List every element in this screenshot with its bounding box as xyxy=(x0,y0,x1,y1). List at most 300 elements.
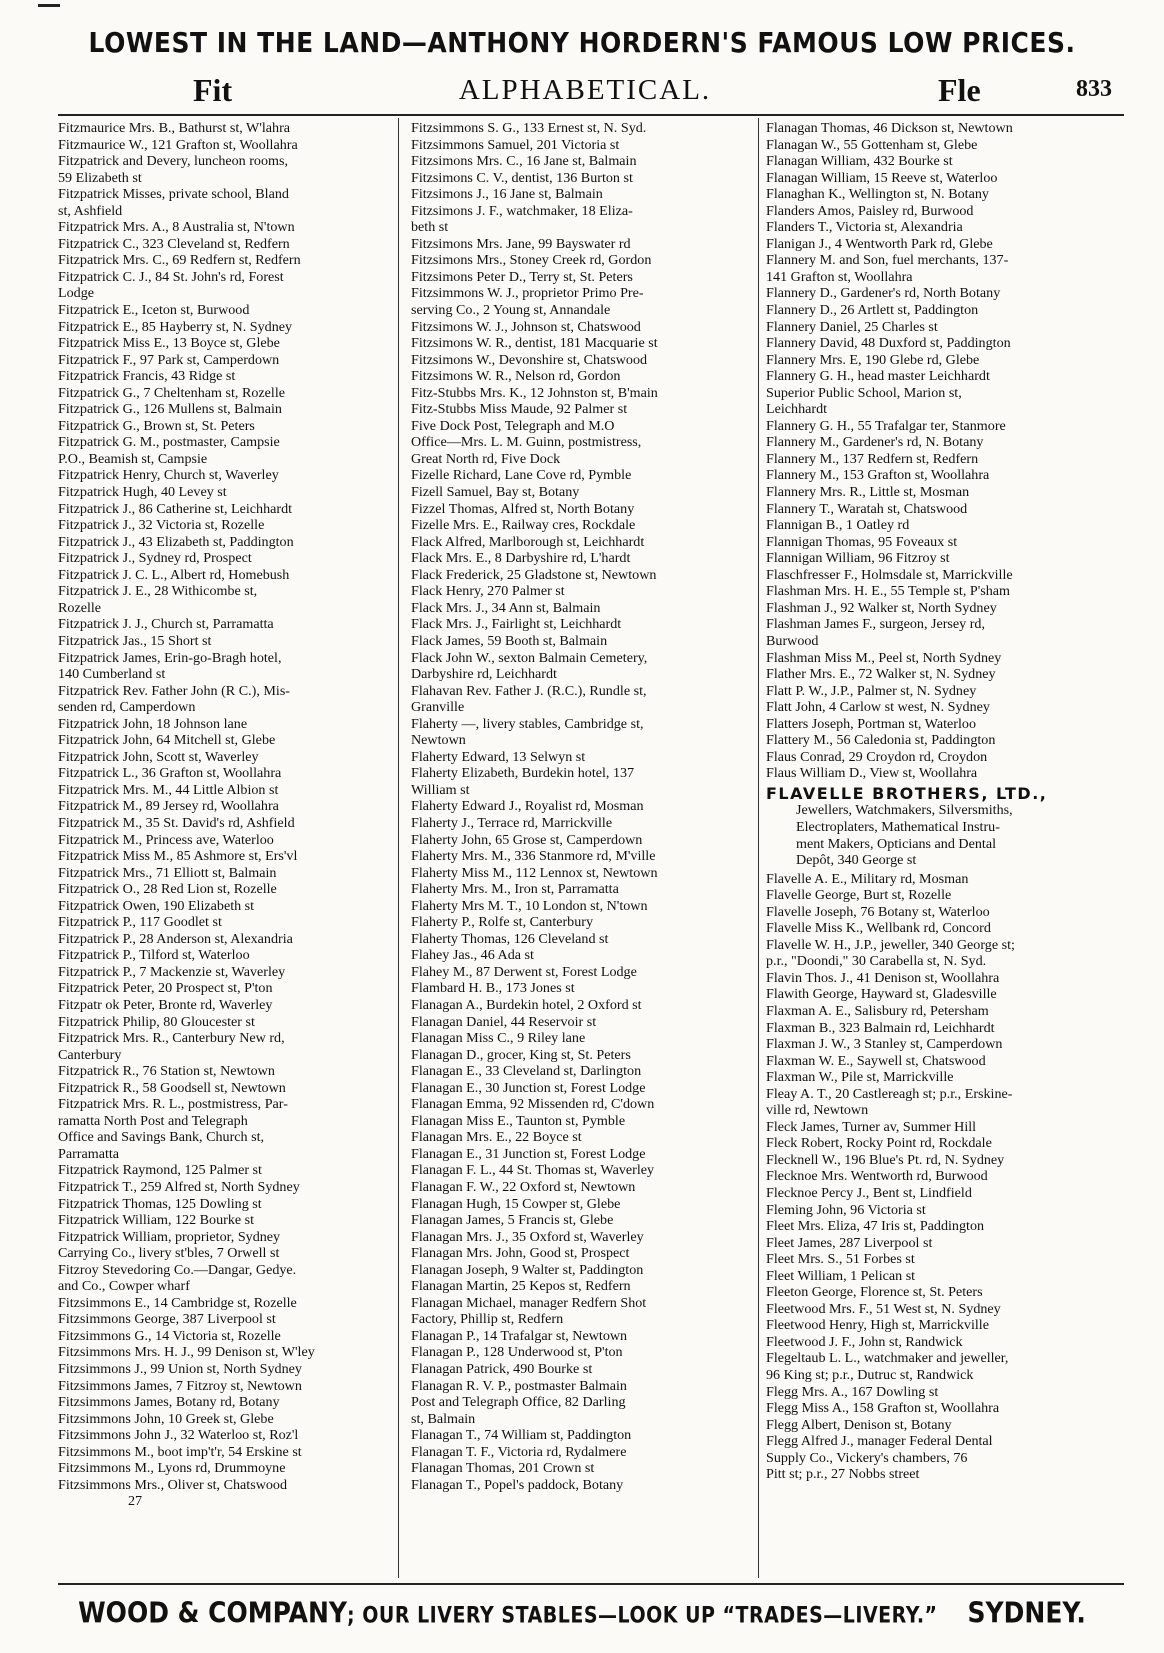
directory-entry xyxy=(766,434,1116,451)
entry-line: Fitzsimmons John J., 32 Waterloo st, Roz'l xyxy=(58,1427,299,1444)
firm-advert-line: Jewellers, Watchmakers, Silversmiths, xyxy=(796,802,1013,819)
directory-entry xyxy=(411,252,749,269)
entry-line: Flatt John, 4 Carlow st west, N. Sydney xyxy=(766,699,990,716)
entry-line: Fleet James, 287 Liverpool st xyxy=(766,1234,933,1251)
directory-entry xyxy=(411,203,749,236)
entry-line: Fitzpatrick R., 76 Station st, Newtown xyxy=(58,1063,275,1080)
directory-entry xyxy=(58,484,396,501)
entry-line: Flaherty Mrs M. T., 10 London st, N'town xyxy=(411,897,648,914)
entry-line: Flashman Miss M., Peel st, North Sydney xyxy=(766,649,1002,666)
entry-line: Fitzpatrick R., 58 Goodsell st, Newtown xyxy=(58,1079,286,1096)
directory-entry xyxy=(58,997,396,1014)
entry-line: Flanagan William, 15 Reeve st, Waterloo xyxy=(766,169,998,186)
directory-entry xyxy=(58,517,396,534)
entry-line: Flanagan Mrs. J., 35 Oxford st, Waverley xyxy=(411,1228,644,1245)
entry-line: Fitzsimons C. V., dentist, 136 Burton st xyxy=(411,169,633,186)
directory-entry xyxy=(411,765,749,798)
directory-entry xyxy=(411,1344,749,1361)
directory-entry xyxy=(58,534,396,551)
entry-line: Fleay A. T., 20 Castlereagh st; p.r., Erskine- xyxy=(766,1085,1013,1102)
entry-line: Fitzmaurice Mrs. B., Bathurst st, W'lahra xyxy=(58,120,291,136)
entry-line: Flashman James F., surgeon, Jersey rd, xyxy=(766,616,985,633)
directory-entry xyxy=(58,914,396,931)
entry-line: Flack Frederick, 25 Gladstone st, Newtown xyxy=(411,566,657,583)
corner-mark xyxy=(38,4,60,7)
directory-entry xyxy=(766,1069,1116,1086)
entry-line: Flaxman J. W., 3 Stanley st, Camperdown xyxy=(766,1036,1003,1053)
directory-entry xyxy=(766,1168,1116,1185)
entry-line: Flanagan Thomas, 201 Crown st xyxy=(411,1460,595,1477)
directory-entry xyxy=(766,1251,1116,1268)
directory-entry xyxy=(58,732,396,749)
directory-entry xyxy=(411,285,749,318)
entry-line: Flanagan T., Popel's paddock, Botany xyxy=(411,1476,624,1493)
entry-line: Fitzsimons Mrs. C., 16 Jane st, Balmain xyxy=(411,153,637,170)
directory-entry xyxy=(766,732,1116,749)
directory-entry xyxy=(766,467,1116,484)
entry-continuation-line: P.O., Beamish st, Campsie xyxy=(58,450,208,467)
entry-line: Flegeltaub L. L., watchmaker and jeweller, xyxy=(766,1350,1009,1367)
entry-line: Flannery M., 153 Grafton st, Woollahra xyxy=(766,467,990,484)
signature-mark: 27 xyxy=(128,1493,143,1510)
entry-line: Fitzsimmons J., 99 Union st, North Sydney xyxy=(58,1361,302,1378)
entry-line: Flaxman B., 323 Balmain rd, Leichhardt xyxy=(766,1019,995,1036)
directory-entry xyxy=(766,1334,1116,1351)
entry-line: Fitzsimons Mrs., Stoney Creek rd, Gordon xyxy=(411,252,652,269)
directory-entry xyxy=(58,467,396,484)
directory-entry xyxy=(411,120,749,137)
directory-entry xyxy=(411,1229,749,1246)
directory-entry xyxy=(766,1317,1116,1334)
entry-line: Flannery D., 26 Artlett st, Paddington xyxy=(766,302,979,319)
entry-continuation-line: senden rd, Camperdown xyxy=(58,699,196,716)
directory-entry xyxy=(411,914,749,931)
directory-entry xyxy=(411,1444,749,1461)
directory-entry xyxy=(766,666,1116,683)
entry-line: Fitzsimmons E., 14 Cambridge st, Rozelle xyxy=(58,1294,297,1311)
entry-line: Flack John W., sexton Balmain Cemetery, xyxy=(411,649,648,666)
directory-entry xyxy=(58,980,396,997)
entry-line: Fitzpatrick Francis, 43 Ridge st xyxy=(58,368,236,385)
directory-entry xyxy=(766,920,1116,937)
directory-entry xyxy=(58,616,396,633)
directory-entry xyxy=(411,170,749,187)
entry-line: Flecknoe Percy J., Bent st, Lindfield xyxy=(766,1185,972,1201)
directory-entry xyxy=(411,1477,749,1494)
directory-entry xyxy=(766,137,1116,154)
entry-line: Flanagan Martin, 25 Kepos st, Redfern xyxy=(411,1278,631,1295)
entry-line: Flannery M., 137 Redfern st, Redfern xyxy=(766,450,979,467)
entry-line: Flanagan William, 432 Bourke st xyxy=(766,153,953,170)
entry-line: Fitzpatrick G., Brown st, St. Peters xyxy=(58,417,255,434)
entry-line: Flavelle Joseph, 76 Botany st, Waterloo xyxy=(766,903,990,920)
directory-entry xyxy=(766,1400,1116,1417)
directory-entry xyxy=(58,881,396,898)
entry-line: Fitzpatrick Rev. Father John (R C.), Mis- xyxy=(58,682,290,699)
column-3 xyxy=(766,120,1116,1483)
entry-line: Flecknell W., 196 Blue's Pt. rd, N. Sydney xyxy=(766,1151,1005,1168)
entry-line: Fitzpatrick Jas., 15 Short st xyxy=(58,632,212,649)
entry-line: Fitzpatrick L., 36 Grafton st, Woollahra xyxy=(58,765,282,782)
entry-line: Fitzpatrick Mrs. R., Canterbury New rd, xyxy=(58,1030,285,1047)
directory-entry xyxy=(766,550,1116,567)
entry-line: Fitzsimmons George, 387 Liverpool st xyxy=(58,1311,276,1328)
directory-entry xyxy=(58,1328,396,1345)
entry-line: Flaxman W. E., Saywell st, Chatswood xyxy=(766,1052,986,1069)
directory-entry xyxy=(58,633,396,650)
entry-line: Flambard H. B., 173 Jones st xyxy=(411,980,575,997)
directory-entry xyxy=(411,269,749,286)
directory-entry xyxy=(411,534,749,551)
directory-entry xyxy=(58,1080,396,1097)
column-3-entries-bottom xyxy=(766,871,1116,1483)
entry-line: Fitzroy Stevedoring Co.—Dangar, Gedye. xyxy=(58,1261,297,1278)
entry-line: Fitzpatrick M., 89 Jersey rd, Woollahra xyxy=(58,798,279,815)
directory-entry xyxy=(411,236,749,253)
directory-entry xyxy=(58,1162,396,1179)
entry-line: Fitzsimons W. R., Nelson rd, Gordon xyxy=(411,368,621,385)
directory-entry xyxy=(58,153,396,186)
directory-entry xyxy=(58,1030,396,1063)
entry-line: Fitzpatrick M., 35 St. David's rd, Ashfield xyxy=(58,814,295,831)
entry-line: Flanagan Michael, manager Redfern Shot xyxy=(411,1294,647,1311)
directory-entry xyxy=(411,1427,749,1444)
advertising-banner: LOWEST IN THE LAND—ANTHONY HORDERN'S FAMOUS LOW PRICES. xyxy=(88,26,1076,59)
directory-entry xyxy=(58,964,396,981)
directory-entry xyxy=(766,904,1116,921)
footer-rule xyxy=(58,1583,1124,1585)
directory-entry xyxy=(58,352,396,369)
entry-continuation-line: Leichhardt xyxy=(766,401,828,418)
directory-entry xyxy=(58,1295,396,1312)
directory-entry xyxy=(766,1003,1116,1020)
entry-line: Fitzpatrick O., 28 Red Lion st, Rozelle xyxy=(58,881,277,898)
directory-entry xyxy=(766,335,1116,352)
entry-line: Fitzpatrick Mrs. C., 69 Redfern st, Redfern xyxy=(58,252,301,269)
directory-entry xyxy=(58,1378,396,1395)
entry-line: Fitzpatrick Thomas, 125 Dowling st xyxy=(58,1195,262,1212)
directory-entry xyxy=(766,986,1116,1003)
directory-entry xyxy=(58,947,396,964)
entry-continuation-line: Pitt st; p.r., 27 Nobbs street xyxy=(766,1466,920,1483)
directory-entry xyxy=(58,798,396,815)
entry-line: Flack Mrs. J., 34 Ann st, Balmain xyxy=(411,599,601,616)
entry-line: Flaherty John, 65 Grose st, Camperdown xyxy=(411,831,643,848)
entry-line: Flaschfresser F., Holmsdale st, Marrickville xyxy=(766,566,1013,583)
entry-line: Five Dock Post, Telegraph and M.O xyxy=(411,417,615,434)
directory-entry xyxy=(766,451,1116,468)
directory-entry xyxy=(58,418,396,435)
entry-line: Fitzpatrick G. M., postmaster, Campsie xyxy=(58,434,280,451)
entry-line: Flanagan Mrs. E., 22 Boyce st xyxy=(411,1129,582,1146)
directory-entry xyxy=(411,1113,749,1130)
directory-entry xyxy=(766,1185,1116,1202)
entry-line: Fitzsimmons S. G., 133 Ernest st, N. Syd. xyxy=(411,120,647,136)
column-1 xyxy=(58,120,396,1510)
directory-entry xyxy=(411,815,749,832)
directory-entry xyxy=(766,501,1116,518)
directory-entry xyxy=(411,1030,749,1047)
directory-entry xyxy=(411,633,749,650)
entry-line: Fitzsimmons M., Lyons rd, Drummoyne xyxy=(58,1460,286,1477)
directory-entry xyxy=(411,1212,749,1229)
entry-line: Flaherty Mrs. M., 336 Stanmore rd, M'ville xyxy=(411,848,656,865)
entry-line: Fitzpatrick M., Princess ave, Waterloo xyxy=(58,831,274,848)
entry-line: Fitzpatrick P., Tilford st, Waterloo xyxy=(58,947,250,964)
directory-entry xyxy=(766,1036,1116,1053)
directory-entry xyxy=(411,501,749,518)
column-2 xyxy=(411,120,749,1493)
directory-entry xyxy=(58,550,396,567)
entry-line: Fitzsimmons W. J., proprietor Primo Pre- xyxy=(411,285,644,302)
directory-entry xyxy=(411,1129,749,1146)
directory-entry xyxy=(411,186,749,203)
entry-line: Flanagan Joseph, 9 Walter st, Paddington xyxy=(411,1261,644,1278)
entry-line: Fitzpatrick F., 97 Park st, Camperdown xyxy=(58,351,280,368)
entry-line: Flanagan Miss C., 9 Riley lane xyxy=(411,1030,586,1047)
directory-entry xyxy=(411,716,749,749)
entry-line: Flatters Joseph, Portman st, Waterloo xyxy=(766,715,976,732)
entry-line: Fitzpatrick and Devery, luncheon rooms, xyxy=(58,153,289,170)
entry-line: Fitzpatrick Mrs. R. L., postmistress, Par- xyxy=(58,1096,288,1113)
entry-line: Fitzpatrick John, 18 Johnson lane xyxy=(58,715,248,732)
directory-entry xyxy=(58,765,396,782)
running-head xyxy=(58,72,1112,112)
entry-line: Fitzpatrick J., 32 Victoria st, Rozelle xyxy=(58,517,265,534)
entry-line: Fitzsimons J. F., watchmaker, 18 Eliza- xyxy=(411,202,633,219)
entry-line: Flaus Conrad, 29 Croydon rd, Croydon xyxy=(766,748,988,765)
directory-entry xyxy=(411,1378,749,1428)
entry-line: Flaxman A. E., Salisbury rd, Petersham xyxy=(766,1002,989,1019)
entry-line: Fleck James, Turner av, Summer Hill xyxy=(766,1118,977,1135)
directory-entry xyxy=(766,418,1116,435)
directory-entry xyxy=(411,1047,749,1064)
entry-line: Fitzpatrick J. E., 28 Withicombe st, xyxy=(58,583,258,600)
entry-continuation-line: Carrying Co., livery st'bles, 7 Orwell st xyxy=(58,1245,280,1262)
directory-entry xyxy=(766,749,1116,766)
entry-line: Flannery M., Gardener's rd, N. Botany xyxy=(766,434,984,451)
directory-entry xyxy=(766,699,1116,716)
entry-line: Fitzpatrick J., Sydney rd, Prospect xyxy=(58,550,252,567)
entry-line: Fitzpatrick Miss M., 85 Ashmore st, Ers'vl xyxy=(58,848,298,865)
entry-line: Fleet William, 1 Pelican st xyxy=(766,1267,916,1284)
directory-entry xyxy=(58,401,396,418)
entry-line: Flaherty Edward, 13 Selwyn st xyxy=(411,748,586,765)
entry-line: Flanagan Miss E., Taunton st, Pymble xyxy=(411,1112,626,1129)
directory-entry xyxy=(411,335,749,352)
directory-entry xyxy=(411,1080,749,1097)
directory-entry xyxy=(766,236,1116,253)
directory-entry xyxy=(58,815,396,832)
entry-continuation-line: 140 Cumberland st xyxy=(58,666,166,683)
entry-line: Flanagan Daniel, 44 Reservoir st xyxy=(411,1013,597,1030)
entry-line: Fitzpatrick J. J., Church st, Parramatta xyxy=(58,616,274,633)
directory-entry xyxy=(766,650,1116,667)
directory-entry xyxy=(58,236,396,253)
entry-line: Fitzpatrick J. C. L., Albert rd, Homebush xyxy=(58,566,290,583)
entry-line: Flannigan William, 96 Fitzroy st xyxy=(766,550,950,567)
directory-entry xyxy=(411,964,749,981)
entry-line: Fitzsimons W., Devonshire st, Chatswood xyxy=(411,351,648,368)
entry-line: Fitzpatrick Miss E., 13 Boyce st, Glebe xyxy=(58,335,280,352)
entry-line: Flegg Mrs. A., 167 Dowling st xyxy=(766,1383,939,1400)
section-title: ALPHABETICAL. xyxy=(458,74,712,106)
header-rule xyxy=(58,114,1124,116)
entry-line: Fitzpatrick Mrs. A., 8 Australia st, N'town xyxy=(58,219,295,236)
directory-entry xyxy=(766,765,1116,782)
entry-line: Fitzpatrick Owen, 190 Elizabeth st xyxy=(58,897,255,914)
directory-entry xyxy=(58,583,396,616)
entry-line: Flanagan W., 55 Gottenham st, Glebe xyxy=(766,136,978,153)
entry-line: Fitzpatrick Mrs. M., 44 Little Albion st xyxy=(58,781,279,798)
directory-entry xyxy=(58,931,396,948)
directory-entry xyxy=(766,1152,1116,1169)
directory-entry xyxy=(411,319,749,336)
directory-entry xyxy=(411,1146,749,1163)
entry-line: Fitzpatr ok Peter, Bronte rd, Waverley xyxy=(58,996,273,1013)
entry-line: Flannery Daniel, 25 Charles st xyxy=(766,318,938,335)
directory-entry xyxy=(766,170,1116,187)
entry-line: Fitzpatrick P., 28 Anderson st, Alexandria xyxy=(58,930,293,947)
entry-line: Fitzsimmons Samuel, 201 Victoria st xyxy=(411,136,620,153)
entry-continuation-line: p.r., "Doondi," 30 Carabella st, N. Syd. xyxy=(766,953,987,970)
directory-entry xyxy=(766,1086,1116,1119)
entry-line: Fitzpatrick C. J., 84 St. John's rd, Forest xyxy=(58,268,284,285)
directory-entry xyxy=(766,1135,1116,1152)
directory-entry xyxy=(58,1394,396,1411)
entry-continuation-line: 59 Elizabeth st xyxy=(58,169,142,186)
directory-entry xyxy=(766,1235,1116,1252)
directory-entry xyxy=(766,616,1116,649)
directory-entry xyxy=(58,1229,396,1262)
firm-advert-line: ment Makers, Opticians and Dental xyxy=(796,835,996,852)
entry-line: Fitzpatrick James, Erin-go-Bragh hotel, xyxy=(58,649,282,666)
directory-entry xyxy=(58,1179,396,1196)
entry-continuation-line: Superior Public School, Marion st, xyxy=(766,384,962,401)
entry-line: Fitzpatrick E., 85 Hayberry st, N. Sydney xyxy=(58,318,293,335)
entry-line: Flegg Alfred J., manager Federal Dental xyxy=(766,1433,993,1450)
entry-line: Flannery David, 48 Duxford st, Paddington xyxy=(766,335,1011,352)
directory-entry xyxy=(411,898,749,915)
directory-entry xyxy=(411,881,749,898)
directory-entry xyxy=(411,368,749,385)
entry-line: Flanagan A., Burdekin hotel, 2 Oxford st xyxy=(411,996,642,1013)
directory-entry xyxy=(58,137,396,154)
entry-continuation-line: William st xyxy=(411,781,470,798)
directory-entry xyxy=(58,385,396,402)
entry-continuation-line: ramatta North Post and Telegraph xyxy=(58,1112,248,1129)
entry-line: Flaherty —, livery stables, Cambridge st, xyxy=(411,715,644,732)
column-2-entries xyxy=(411,120,749,1493)
directory-entry xyxy=(766,871,1116,888)
directory-entry xyxy=(58,368,396,385)
entry-continuation-line: Office and Savings Bank, Church st, xyxy=(58,1129,265,1146)
entry-continuation-line: Granville xyxy=(411,699,465,716)
entry-line: Flack Mrs. E., 8 Darbyshire rd, L'hardt xyxy=(411,550,631,567)
directory-entry xyxy=(58,252,396,269)
entry-line: Fitzpatrick Raymond, 125 Palmer st xyxy=(58,1162,262,1179)
entry-line: Flashman J., 92 Walker st, North Sydney xyxy=(766,599,997,616)
directory-entry xyxy=(411,1361,749,1378)
entry-line: Flanagan E., 31 Junction st, Forest Lodge xyxy=(411,1145,646,1162)
entry-continuation-line: Great North rd, Five Dock xyxy=(411,450,561,467)
entry-line: Flather Mrs. E., 72 Walker st, N. Sydney xyxy=(766,666,996,683)
entry-continuation-line: Parramatta xyxy=(58,1145,120,1162)
directory-entry xyxy=(766,1350,1116,1383)
entry-line: Flaus William D., View st, Woollahra xyxy=(766,765,978,782)
entry-line: Flatt P. W., J.P., Palmer st, N. Sydney xyxy=(766,682,977,699)
entry-line: Fleetwood Mrs. F., 51 West st, N. Sydney xyxy=(766,1300,1001,1317)
directory-entry xyxy=(411,1196,749,1213)
directory-entry xyxy=(411,931,749,948)
directory-entry xyxy=(766,319,1116,336)
directory-entry xyxy=(58,501,396,518)
entry-line: Flanagan Mrs. John, Good st, Prospect xyxy=(411,1245,630,1262)
entry-continuation-line: Supply Co., Vickery's chambers, 76 xyxy=(766,1449,968,1466)
directory-entry xyxy=(766,600,1116,617)
entry-line: Flaherty J., Terrace rd, Marrickville xyxy=(411,814,613,831)
entry-line: Fizell Samuel, Bay st, Botany xyxy=(411,484,580,501)
directory-entry xyxy=(58,832,396,849)
entry-line: Flanagan E., 33 Cleveland st, Darlington xyxy=(411,1063,642,1080)
directory-entry xyxy=(58,319,396,336)
entry-line: Flanagan F. L., 44 St. Thomas st, Waverley xyxy=(411,1162,655,1179)
entry-line: Fitzsimmons M., boot imp't'r, 54 Erskine st xyxy=(58,1443,302,1460)
directory-entry xyxy=(411,1460,749,1477)
entry-line: Flack Henry, 270 Palmer st xyxy=(411,583,565,600)
entry-line: Flanaghan K., Wellington st, N. Botany xyxy=(766,186,989,203)
directory-entry xyxy=(766,153,1116,170)
entry-line: Flattery M., 56 Caledonia st, Paddington xyxy=(766,732,996,749)
entry-line: Flannery Mrs. E, 190 Glebe rd, Glebe xyxy=(766,351,980,368)
entry-continuation-line: Lodge xyxy=(58,285,95,302)
directory-entry xyxy=(58,335,396,352)
directory-entry xyxy=(58,1411,396,1428)
entry-continuation-line: Darbyshire rd, Leichhardt xyxy=(411,666,557,683)
entry-line: Fitzpatrick P., 117 Goodlet st xyxy=(58,914,222,931)
directory-entry xyxy=(411,1245,749,1262)
entry-line: Fitzpatrick J., 43 Elizabeth st, Paddington xyxy=(58,533,294,550)
entry-line: Fitzpatrick G., 7 Cheltenham st, Rozelle xyxy=(58,384,286,401)
entry-continuation-line: ville rd, Newtown xyxy=(766,1102,869,1119)
entry-line: Fitzsimons J., 16 Jane st, Balmain xyxy=(411,186,603,203)
entry-continuation-line: Rozelle xyxy=(58,599,102,616)
entry-continuation-line: Post and Telegraph Office, 82 Darling xyxy=(411,1394,626,1411)
directory-entry xyxy=(411,1328,749,1345)
entry-continuation-line: Office—Mrs. L. M. Guinn, postmistress, xyxy=(411,434,642,451)
entry-line: Fleet Mrs. S., 51 Forbes st xyxy=(766,1251,915,1268)
directory-entry xyxy=(58,434,396,467)
entry-line: Fitzpatrick John, 64 Mitchell st, Glebe xyxy=(58,732,276,749)
entry-line: Flanagan F. W., 22 Oxford st, Newtown xyxy=(411,1179,636,1195)
directory-entry xyxy=(766,1417,1116,1434)
entry-line: Fitzsimmons Mrs. H. J., 99 Denison st, W'ley xyxy=(58,1344,315,1361)
directory-entry xyxy=(766,1053,1116,1070)
entry-continuation-line: st, Ashfield xyxy=(58,202,123,219)
directory-entry xyxy=(766,186,1116,203)
entry-line: Flanagan E., 30 Junction st, Forest Lodge xyxy=(411,1079,646,1096)
directory-entry xyxy=(58,1460,396,1477)
footer-city: SYDNEY. xyxy=(967,1595,1086,1630)
directory-entry xyxy=(766,302,1116,319)
entry-line: Fitzsimons W. R., dentist, 181 Macquarie st xyxy=(411,335,658,352)
directory-entry xyxy=(411,352,749,369)
directory-entry xyxy=(766,937,1116,970)
directory-entry xyxy=(58,1344,396,1361)
entry-line: Flanagan P., 14 Trafalgar st, Newtown xyxy=(411,1327,628,1344)
directory-entry xyxy=(766,1301,1116,1318)
entry-line: Fitzpatrick E., Iceton st, Burwood xyxy=(58,302,250,319)
